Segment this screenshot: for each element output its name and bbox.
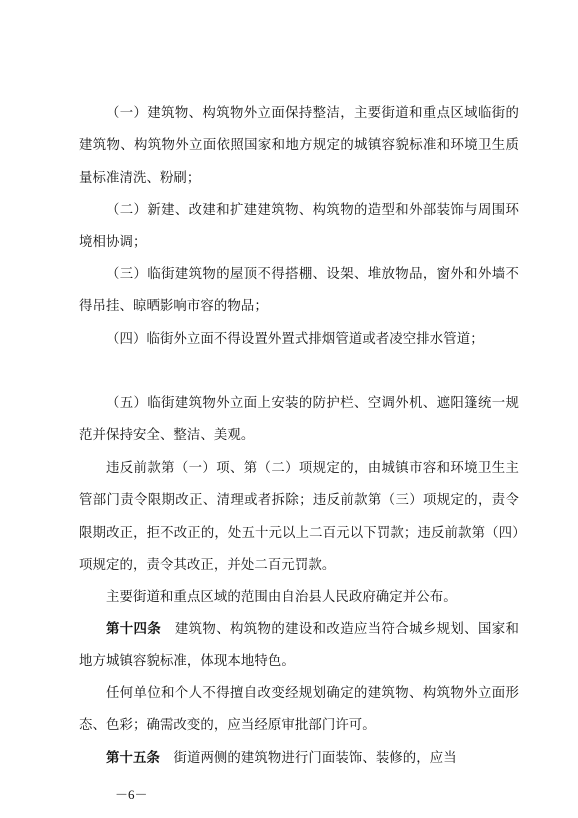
paragraph-item-5 [79, 388, 519, 453]
paragraph-penalty [79, 453, 519, 582]
paragraph-item-3 [79, 259, 519, 324]
paragraph-item-4 [79, 324, 519, 356]
article-14 [79, 614, 519, 679]
paragraph-text: （一）建筑物、构筑物外立面保持整洁，主要街道和重点区域临街的建筑物、构筑物外立面依照国家和地方规定的城镇容貌标准和环境卫生质量标准清洗、粉刷； [79, 106, 519, 186]
paragraph-text: 违反前款第（一）项、第（二）项规定的，由城镇市容和环境卫生主管部门责令限期改正、清理或者拆除；违反前款第（三）项规定的，责令限期改正，拒不改正的，处五十元以上二百元以下罚款；违反前款第（四）项规定的，责令其改正，并处二百元罚款。 [79, 461, 519, 573]
article-15 [79, 743, 519, 775]
paragraph-item-2 [79, 195, 519, 260]
paragraph-text: （二）新建、改建和扩建建筑物、构筑物的造型和外部装饰与周围环境相协调； [79, 203, 519, 251]
paragraph-text: 建筑物、构筑物的建设和改造应当符合城乡规划、国家和地方城镇容貌标准，体现本地特色。 [79, 622, 519, 670]
paragraph-scope [79, 582, 519, 614]
paragraph-text: 主要街道和重点区域的范围由自治县人民政府确定并公布。 [106, 590, 457, 605]
article-label: 第十五条 [106, 751, 160, 766]
paragraph-text: 任何单位和个人不得擅自改变经规划确定的建筑物、构筑物外立面形态、色彩；确需改变的，应当经原审批部门许可。 [79, 686, 519, 734]
paragraph-text: （五）临街建筑物外立面上安装的防护栏、空调外机、遮阳篷统一规范并保持安全、整洁、美观。 [79, 396, 519, 444]
paragraph-text: 街道两侧的建筑物进行门面装饰、装修的，应当 [159, 751, 457, 766]
paragraph-text: （三）临街建筑物的屋顶不得搭棚、设架、堆放物品，窗外和外墙不得吊挂、晾晒影响市容的物品； [79, 267, 519, 315]
page-number: －6－ [115, 787, 148, 802]
paragraph-prohibition [79, 678, 519, 743]
paragraph-item-1 [79, 98, 519, 195]
paragraph-text: （四）临街外立面不得设置外置式排烟管道或者凌空排水管道； [106, 332, 484, 347]
article-label: 第十四条 [106, 622, 162, 637]
